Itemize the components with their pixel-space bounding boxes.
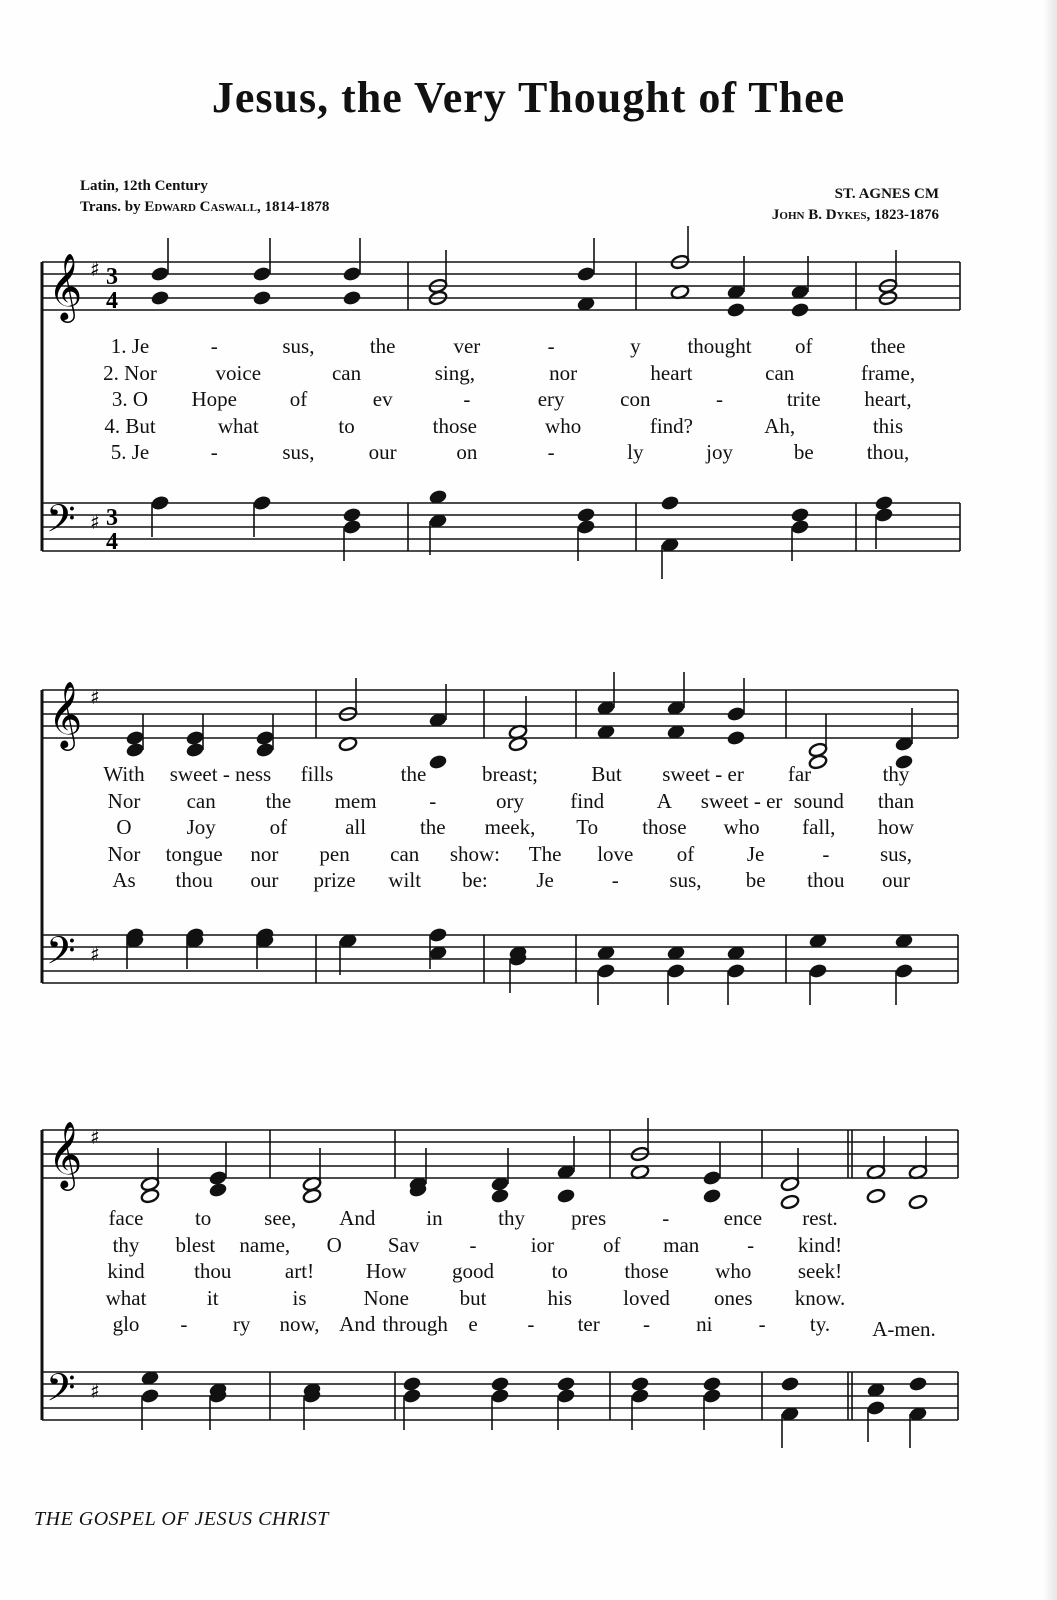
lyric-syllable: 3. O xyxy=(111,387,149,411)
bass-note xyxy=(630,1387,650,1404)
bass-note xyxy=(576,518,596,535)
lyric-syllable: 1. Je xyxy=(110,334,150,358)
soprano-note xyxy=(342,265,362,282)
lyric-syllable: all xyxy=(345,815,367,839)
bass-note xyxy=(490,1387,510,1404)
composer-name: John B. Dykes xyxy=(771,207,867,223)
bass-note xyxy=(596,962,616,979)
lyric-syllable: - xyxy=(210,334,218,358)
alto-note xyxy=(556,1187,576,1204)
lyric-syllable: - xyxy=(758,1312,766,1336)
lyric-syllable: on xyxy=(456,440,478,464)
alto-note xyxy=(726,301,746,318)
amen-lyric: A-men. xyxy=(872,1317,936,1341)
lyric-syllable: kind! xyxy=(797,1232,843,1257)
page-footer: THE GOSPEL OF JESUS CHRIST xyxy=(34,1508,329,1530)
lyric-syllable: of xyxy=(603,1232,621,1257)
bass-note xyxy=(402,1387,422,1404)
bass-clef-icon: 𝄢 xyxy=(46,496,76,550)
lyric-syllable: now, xyxy=(279,1312,320,1336)
lyric-syllable: our xyxy=(368,440,397,464)
lyric-syllable: his xyxy=(547,1285,573,1310)
lyric-syllable: sweet - er xyxy=(662,762,744,786)
lyric-syllable: 4. But xyxy=(104,413,156,438)
alto-note xyxy=(726,729,746,746)
lyric-syllable: - xyxy=(716,387,724,411)
lyric-syllable: y xyxy=(630,334,641,358)
lyric-syllable: be: xyxy=(462,868,488,892)
lyric-syllable: - xyxy=(469,1232,477,1257)
sharp-icon: ♯ xyxy=(90,685,100,709)
lyric-syllable: How xyxy=(365,1259,407,1283)
lyric-syllable: thee xyxy=(870,334,906,358)
lyric-syllable: can xyxy=(186,788,216,813)
lyric-syllable: - xyxy=(547,440,555,464)
translator-line: Trans. by Edward Caswall, 1814-1878 xyxy=(80,199,330,215)
bass-note xyxy=(342,518,362,535)
lyric-syllable: - xyxy=(527,1312,535,1336)
alto-note xyxy=(702,1187,722,1204)
lyric-syllable: sing, xyxy=(434,360,475,385)
bass-note xyxy=(790,518,810,535)
tenor-note xyxy=(660,494,680,511)
bass-note xyxy=(140,1387,160,1404)
lyric-syllable: sus, xyxy=(282,334,315,358)
treble-clef-icon: 𝄞 xyxy=(48,1120,83,1188)
lyric-syllable: blest xyxy=(175,1232,216,1257)
lyric-syllable: mem xyxy=(334,788,377,813)
lyric-syllable: the xyxy=(369,334,396,358)
lyric-syllable: man xyxy=(663,1232,700,1257)
bass-note xyxy=(252,494,272,511)
sharp-icon: ♯ xyxy=(90,1379,100,1403)
lyric-syllable: - xyxy=(547,334,555,358)
lyric-syllable: prize xyxy=(313,868,356,892)
lyric-syllable: - xyxy=(822,841,830,866)
lyric-syllable: - xyxy=(747,1232,755,1257)
translator-name: Edward Caswall xyxy=(144,199,257,215)
lyric-syllable: A xyxy=(656,788,672,813)
lyric-syllable: good xyxy=(452,1259,494,1283)
bass-note xyxy=(666,962,686,979)
lyric-syllable: As xyxy=(112,868,136,892)
lyric-syllable: how xyxy=(877,815,915,839)
soprano-note xyxy=(252,265,272,282)
lyric-syllable: who xyxy=(545,413,582,438)
time-signature-top: 3 xyxy=(106,505,118,531)
hymn-title: Jesus, the Very Thought of Thee xyxy=(211,73,846,122)
alto-note xyxy=(255,729,275,746)
lyric-syllable: loved xyxy=(623,1285,670,1310)
lyric-syllable: the xyxy=(265,788,292,813)
lyric-syllable: sound xyxy=(793,788,844,813)
lyric-syllable: can xyxy=(765,360,795,385)
lyric-syllable: thou xyxy=(175,868,213,892)
bass-clef-icon: 𝄢 xyxy=(46,1365,76,1419)
lyric-syllable: those xyxy=(624,1259,669,1283)
bass-clef-icon: 𝄢 xyxy=(46,928,76,982)
tune-name: ST. AGNES CM xyxy=(834,186,939,202)
alto-note xyxy=(790,301,810,318)
alto-note xyxy=(125,729,145,746)
lyric-syllable: far xyxy=(787,762,812,786)
lyric-syllable: ery xyxy=(537,387,565,411)
lyric-syllable: e xyxy=(468,1312,478,1336)
soprano-note xyxy=(726,705,746,722)
lyric-syllable: our xyxy=(250,868,279,892)
alto-note xyxy=(490,1187,510,1204)
bass-note xyxy=(866,1399,886,1416)
lyric-syllable: - xyxy=(429,788,437,813)
soprano-note xyxy=(150,265,170,282)
lyric-syllable: Joy xyxy=(186,815,216,839)
sharp-icon: ♯ xyxy=(90,942,100,966)
lyric-syllable: find xyxy=(570,788,605,813)
lyric-syllable: thy xyxy=(498,1206,525,1230)
lyric-syllable: But xyxy=(591,762,622,786)
lyric-syllable: face xyxy=(108,1206,144,1230)
lyric-syllable: what xyxy=(217,413,259,438)
lyric-syllable: love xyxy=(597,841,634,866)
bass-note xyxy=(556,1387,576,1404)
lyric-syllable: And xyxy=(339,1312,376,1336)
tenor-note xyxy=(780,1375,800,1392)
lyric-syllable: - xyxy=(180,1312,188,1336)
alto-note xyxy=(866,1188,886,1204)
lyric-syllable: who xyxy=(715,1259,752,1283)
lyric-syllable: heart, xyxy=(864,387,912,411)
lyric-syllable: what xyxy=(105,1285,147,1310)
lyric-syllable: ter xyxy=(577,1312,600,1336)
lyric-syllable: - xyxy=(643,1312,650,1336)
lyric-syllable: pres xyxy=(571,1206,607,1230)
alto-note xyxy=(150,289,170,306)
lyric-syllable: The xyxy=(528,841,562,866)
lyric-syllable: of xyxy=(289,387,308,411)
alto-note xyxy=(428,753,448,770)
lyric-syllable: ty. xyxy=(809,1312,831,1336)
lyric-syllable: O xyxy=(116,815,132,839)
alto-note xyxy=(208,1181,228,1198)
alto-note xyxy=(780,1194,800,1210)
lyric-syllable: seek! xyxy=(797,1259,843,1283)
lyric-syllable: ev xyxy=(372,387,393,411)
text-origin: Latin, 12th Century xyxy=(80,178,208,194)
lyric-syllable: who xyxy=(723,815,760,839)
lyric-syllable: it xyxy=(206,1285,219,1310)
lyric-syllable: see, xyxy=(264,1206,297,1230)
lyric-syllable: but xyxy=(459,1285,487,1310)
time-signature-top: 3 xyxy=(106,264,118,290)
lyric-syllable: thought xyxy=(687,334,752,358)
lyric-syllable: tongue xyxy=(165,841,223,866)
lyric-syllable: of xyxy=(795,334,813,358)
bass-note xyxy=(894,962,914,979)
sharp-icon: ♯ xyxy=(90,510,100,534)
alto-note xyxy=(342,289,362,306)
lyric-syllable: of xyxy=(676,841,695,866)
lyric-syllable: our xyxy=(882,868,910,892)
lyric-syllable: Je xyxy=(536,868,554,892)
lyric-syllable: thou xyxy=(807,868,845,892)
lyric-syllable: ory xyxy=(496,788,524,813)
treble-clef-icon: 𝄞 xyxy=(48,680,83,748)
lyric-syllable: art! xyxy=(284,1259,315,1283)
lyric-syllable: ly xyxy=(627,440,644,464)
alto-note xyxy=(908,1194,928,1210)
lyric-syllable: meek, xyxy=(484,815,536,839)
lyric-syllable: Je xyxy=(746,841,765,866)
lyric-syllable: heart xyxy=(650,360,693,385)
alto-note xyxy=(252,289,272,306)
lyric-syllable: ni xyxy=(696,1312,713,1336)
sharp-icon: ♯ xyxy=(90,1125,100,1149)
lyric-syllable: thou xyxy=(194,1259,232,1283)
lyric-syllable: ior xyxy=(530,1232,555,1257)
lyric-syllable: - xyxy=(463,387,471,411)
lyric-syllable: know. xyxy=(794,1285,846,1310)
composer-line: John B. Dykes, 1823-1876 xyxy=(771,207,939,223)
lyric-syllable: - xyxy=(662,1206,670,1230)
lyric-syllable: Nor xyxy=(107,841,141,866)
soprano-note xyxy=(576,265,596,282)
lyric-syllable: the xyxy=(400,762,427,786)
lyric-syllable: sweet - ness xyxy=(169,762,272,786)
lyric-syllable: fall, xyxy=(802,815,836,839)
lyric-syllable: 5. Je xyxy=(110,440,150,464)
lyric-syllable: voice xyxy=(215,360,262,385)
lyric-syllable: the xyxy=(419,815,446,839)
lyric-syllable: Nor xyxy=(107,788,141,813)
lyric-syllable: sus, xyxy=(879,841,913,866)
lyric-syllable: wilt xyxy=(388,868,422,892)
lyric-syllable: thy xyxy=(882,762,910,786)
treble-clef-icon: 𝄞 xyxy=(48,252,83,320)
lyric-syllable: thy xyxy=(112,1232,140,1257)
lyric-syllable: nor xyxy=(250,841,279,866)
sharp-icon: ♯ xyxy=(90,257,100,281)
bass-note xyxy=(428,926,448,943)
lyric-syllable: be xyxy=(793,440,814,464)
lyric-syllable: can xyxy=(331,360,362,385)
lyric-syllable: kind xyxy=(107,1259,145,1283)
bass-note xyxy=(874,506,894,523)
time-signature-bottom: 4 xyxy=(106,529,118,555)
page-edge-shadow xyxy=(1043,0,1057,1600)
lyric-syllable: to xyxy=(551,1259,568,1283)
lyric-syllable: of xyxy=(269,815,288,839)
bass-note xyxy=(702,1387,722,1404)
alto-note xyxy=(302,1188,322,1204)
time-signature-bottom: 4 xyxy=(106,288,118,314)
lyric-syllable: nor xyxy=(549,360,578,385)
lyric-syllable: glo xyxy=(112,1312,140,1336)
lyric-syllable: ry xyxy=(232,1312,251,1336)
lyric-syllable: through xyxy=(382,1312,448,1336)
lyric-syllable: those xyxy=(432,413,478,438)
lyric-syllable: than xyxy=(877,788,915,813)
lyric-syllable: sweet - er xyxy=(700,788,783,813)
soprano-note xyxy=(702,1169,722,1186)
lyric-syllable: those xyxy=(642,815,687,839)
lyric-syllable: rest. xyxy=(802,1206,838,1230)
lyric-syllable: to xyxy=(194,1206,212,1230)
bass-note xyxy=(808,962,828,979)
lyric-syllable: in xyxy=(426,1206,443,1230)
lyric-syllable: ver xyxy=(453,334,481,358)
lyric-syllable: to xyxy=(338,413,355,438)
lyric-syllable: be xyxy=(745,868,766,892)
lyric-syllable: find? xyxy=(649,413,693,438)
lyric-syllable: breast; xyxy=(482,762,538,786)
lyric-syllable: And xyxy=(339,1206,376,1230)
lyric-syllable: Sav xyxy=(387,1232,420,1257)
lyric-syllable: To xyxy=(576,815,599,839)
lyric-syllable: None xyxy=(363,1285,409,1310)
lyric-syllable: trite xyxy=(786,387,821,411)
lyric-syllable: show: xyxy=(449,841,500,866)
alto-note xyxy=(140,1188,160,1204)
lyric-syllable: sus, xyxy=(282,440,315,464)
lyric-syllable: O xyxy=(326,1232,342,1257)
lyric-syllable: Hope xyxy=(191,387,237,411)
lyric-syllable: can xyxy=(390,841,420,866)
lyric-syllable: is xyxy=(292,1285,307,1310)
bass-note xyxy=(726,962,746,979)
lyric-syllable: frame, xyxy=(860,360,916,385)
lyric-syllable: this xyxy=(872,413,904,438)
lyric-syllable: sus, xyxy=(669,868,702,892)
alto-note xyxy=(185,729,205,746)
tenor-note xyxy=(908,1375,928,1392)
lyric-syllable: ones xyxy=(714,1285,753,1310)
lyric-syllable: With xyxy=(103,762,145,786)
lyric-syllable: ence xyxy=(723,1206,763,1230)
lyric-syllable: - xyxy=(611,868,619,892)
lyric-syllable: name, xyxy=(239,1232,291,1257)
lyric-syllable: pen xyxy=(319,841,350,866)
bass-note xyxy=(150,494,170,511)
lyric-syllable: - xyxy=(210,440,218,464)
lyric-syllable: con xyxy=(620,387,651,411)
lyric-syllable: 2. Nor xyxy=(103,360,157,385)
lyric-syllable: fills xyxy=(300,762,334,786)
lyric-syllable: joy xyxy=(706,440,733,464)
lyric-syllable: Ah, xyxy=(764,413,796,438)
lyric-syllable: thou, xyxy=(866,440,910,464)
